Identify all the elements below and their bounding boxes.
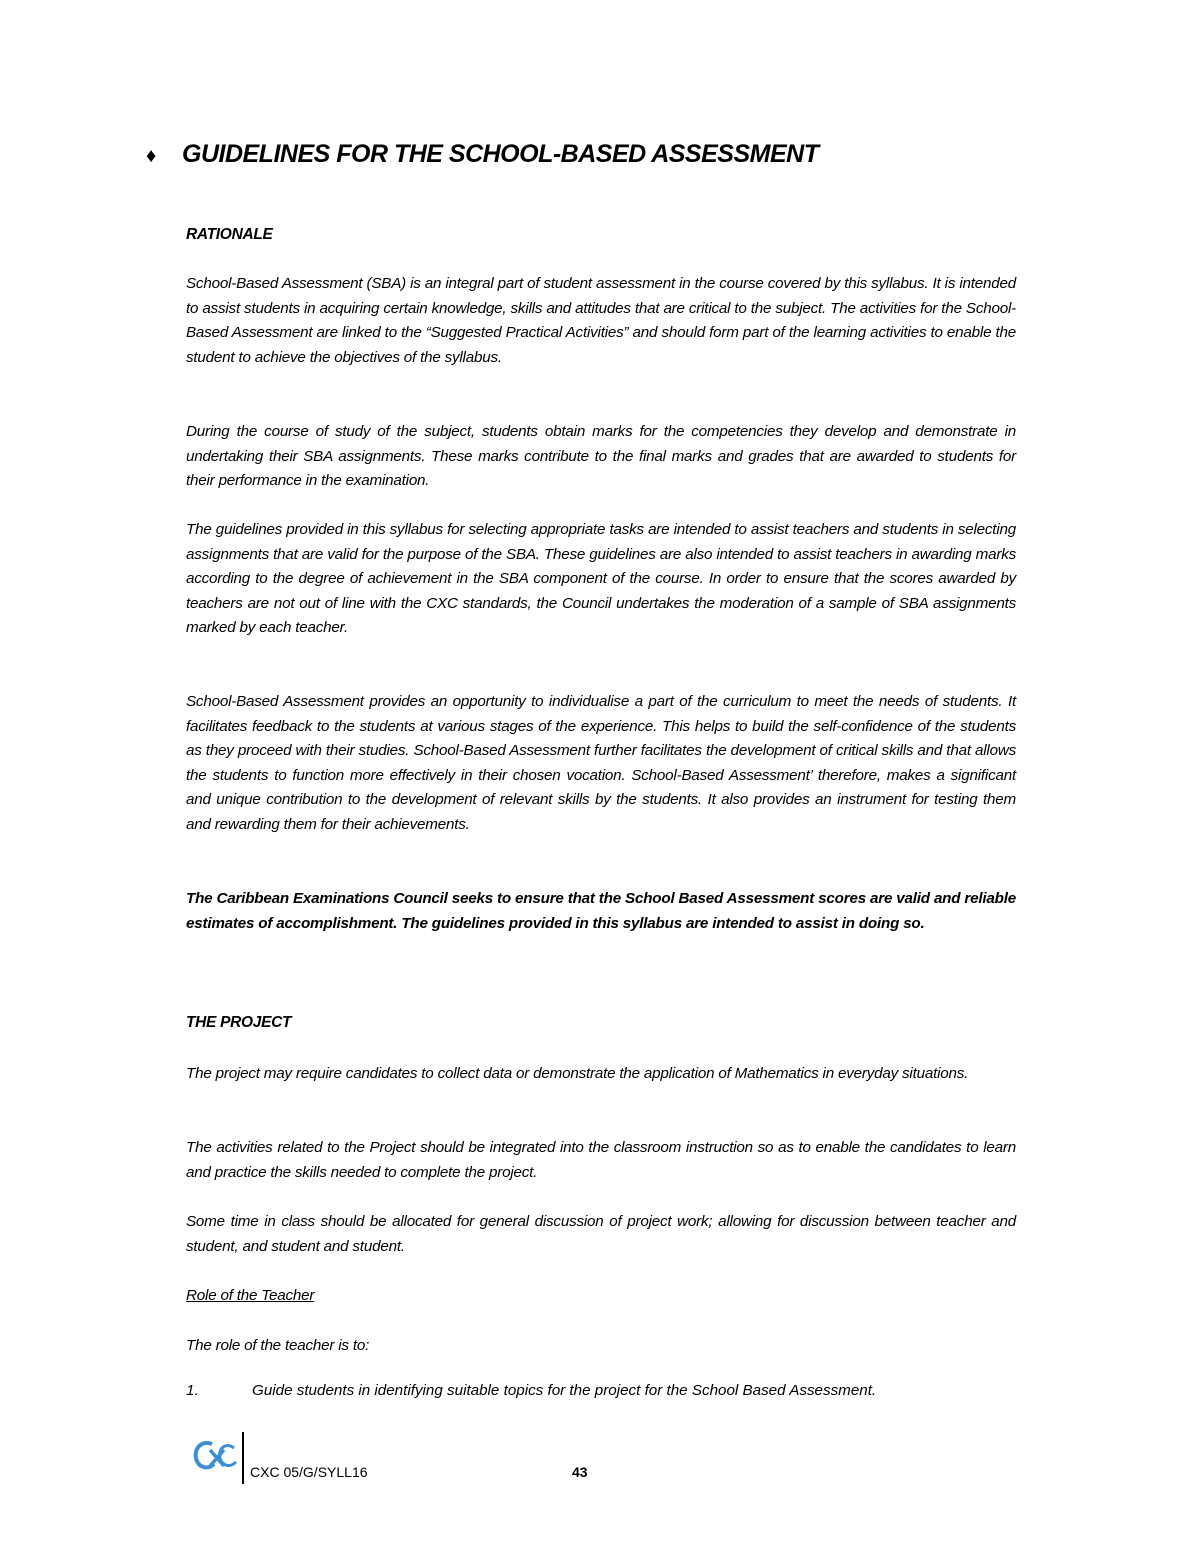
role-intro: The role of the teacher is to: xyxy=(186,1337,370,1354)
diamond-bullet-icon: ♦ xyxy=(146,145,156,167)
section-heading xyxy=(146,140,818,169)
project-paragraph-2: The activities related to the Project should be integrated into the classroom instruction so as to enable the candidates to learn and practice the skills needed to complete the project. xyxy=(186,1139,1016,1181)
page-number: 43 xyxy=(572,1464,588,1480)
project-paragraph-3: Some time in class should be allocated for general discussion of project work; allowing for discussion between teacher and student, and student and student. xyxy=(186,1213,1016,1255)
syllabus-code: CXC 05/G/SYLL16 xyxy=(250,1464,368,1480)
project-paragraph-1: The project may require candidates to collect data or demonstrate the application of Mathematics in everyday situations. xyxy=(186,1065,969,1082)
rationale-paragraph-3: The guidelines provided in this syllabus for selecting appropriate tasks are intended to assist teachers and students in selecting assignments that are valid for the purpose of the SBA. These guidelines are also intended to assist teachers in awarding marks according to the degree of achievement in the SBA component of the course. In order to ensure that the scores awarded by teachers are not out of line with the CXC standards, the Council undertakes the moderation of a sample of SBA assignments marked by each teacher. xyxy=(186,521,1016,636)
cxc-logo-icon xyxy=(190,1436,238,1476)
rationale-paragraph-4: School-Based Assessment provides an opportunity to individualise a part of the curriculum to meet the needs of students. It facilitates feedback to the students at various stages of the experience. This helps to build the self-confidence of the students as they proceed with their studies. School-Based Assessment further facilitates the development of critical skills and that allows the students to function more effectively in their chosen vocation. School-Based Assessment’ therefore, makes a significant and unique contribution to the development of relevant skills by the students. It also provides an instrument for testing them and rewarding them for their achievements. xyxy=(186,693,1016,833)
list-item xyxy=(186,1382,876,1399)
list-item-number: 1. xyxy=(186,1382,199,1399)
rationale-title: RATIONALE xyxy=(186,226,273,243)
role-of-teacher-heading: Role of the Teacher xyxy=(186,1287,315,1304)
footer-divider xyxy=(242,1432,244,1484)
list-item-text: Guide students in identifying suitable topics for the project for the School Based Assessment. xyxy=(252,1382,877,1399)
rationale-paragraph-2: During the course of study of the subject, students obtain marks for the competencies they develop and demonstrate in undertaking their SBA assignments. These marks contribute to the final marks and grades that are awarded to students for their performance in the examination. xyxy=(186,423,1016,489)
rationale-paragraph-5: The Caribbean Examinations Council seeks to ensure that the School Based Assessment scores are valid and reliable estimates of accomplishment. The guidelines provided in this syllabus are intended to assist in doing so. xyxy=(186,890,1016,932)
project-title: THE PROJECT xyxy=(186,1014,292,1031)
section-title: GUIDELINES FOR THE SCHOOL-BASED ASSESSMENT xyxy=(182,140,819,168)
rationale-paragraph-1: School-Based Assessment (SBA) is an integral part of student assessment in the course covered by this syllabus. It is intended to assist students in acquiring certain knowledge, skills and attitudes that are critical to the subject. The activities for the School-Based Assessment are linked to the “Suggested Practical Activities” and should form part of the learning activities to enable the student to achieve the objectives of the syllabus. xyxy=(186,275,1016,366)
